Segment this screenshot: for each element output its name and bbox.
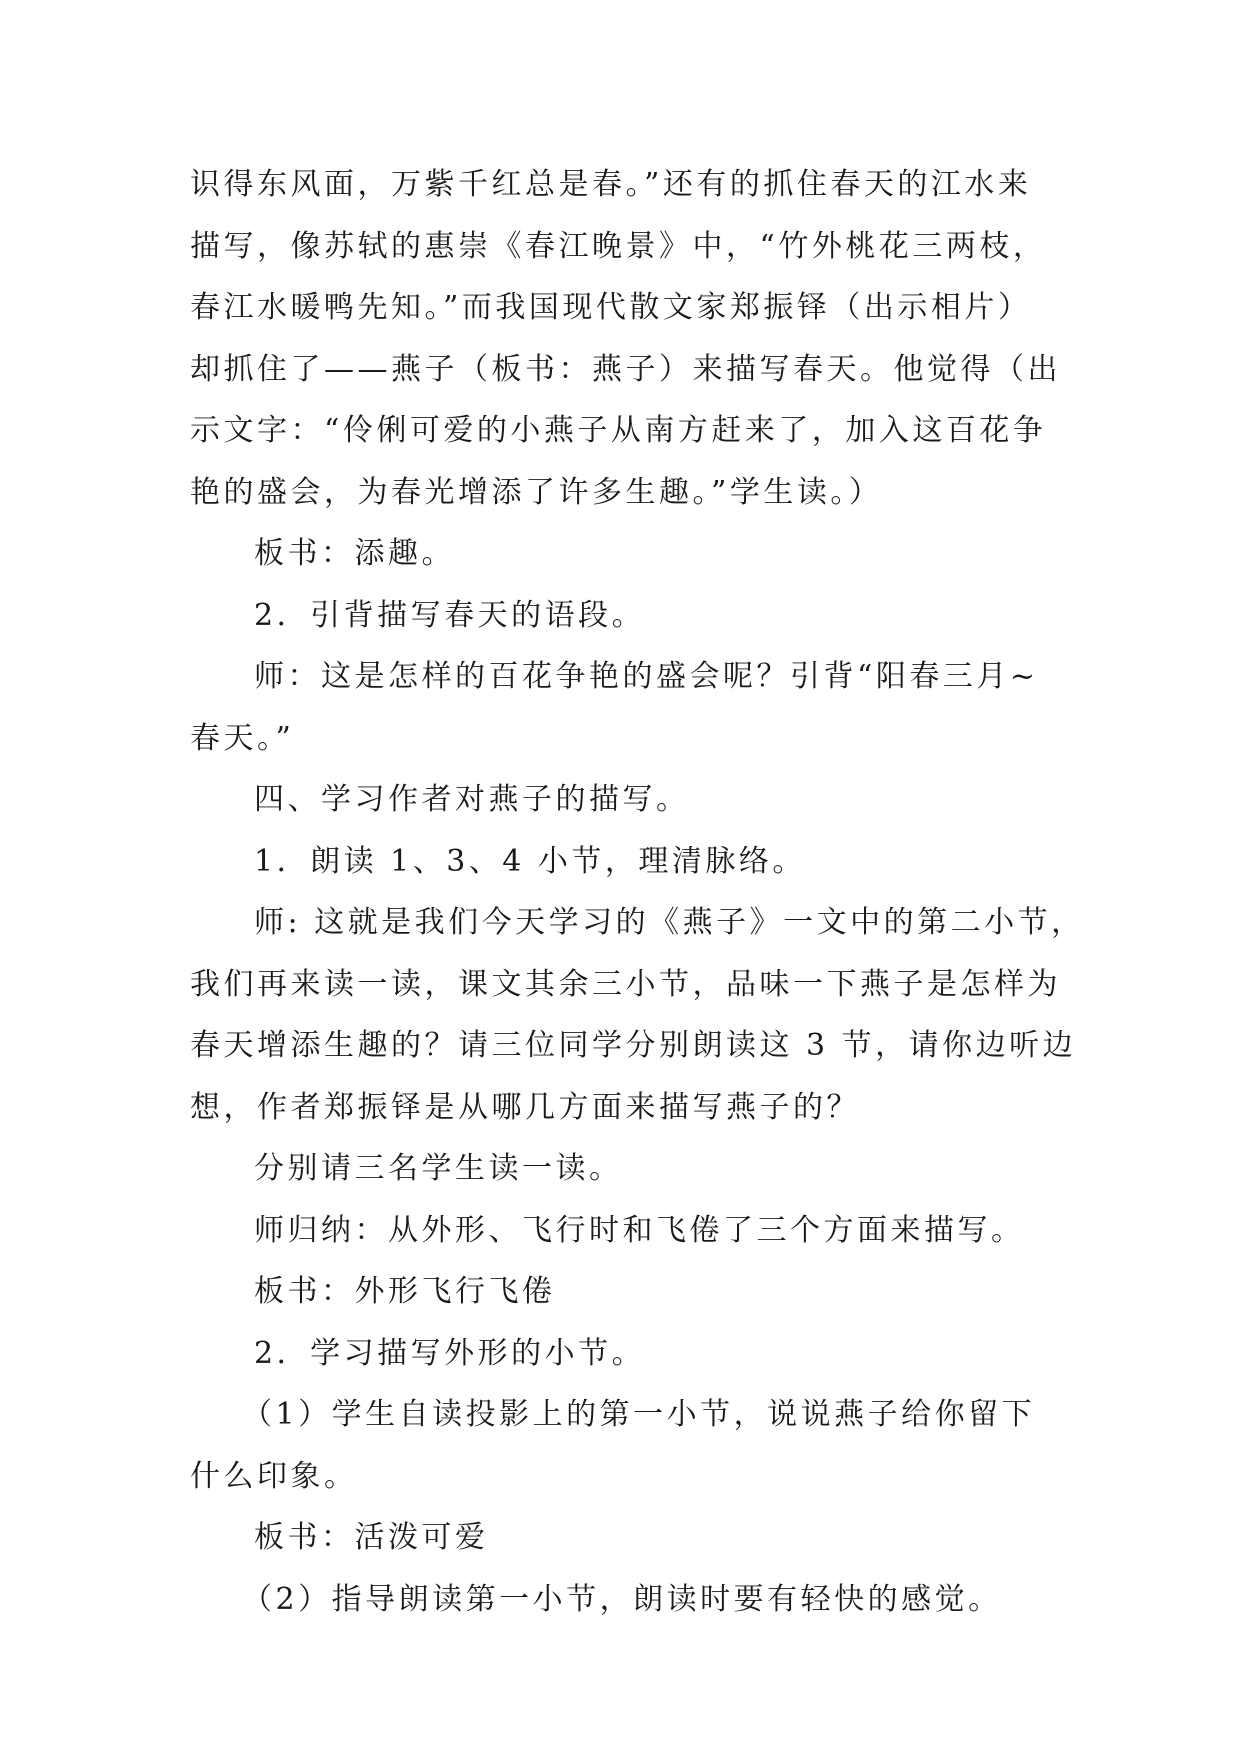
text-line: 春天增添生趣的？请三位同学分别朗读这 3 节，请你边听边 <box>190 1028 1077 1063</box>
text-line: 想，作者郑振铎是从哪几方面来描写燕子的？ <box>190 1089 860 1125</box>
text-line: （1）学生自读投影上的第一小节，说说燕子给你留下 <box>242 1397 1036 1432</box>
text-line: 1．朗读 1、3、4 小节，理清脉络。 <box>254 843 806 879</box>
text-line: 春天。” <box>190 720 295 756</box>
text-line: （2）指导朗读第一小节，朗读时要有轻快的感觉。 <box>242 1581 1002 1617</box>
text-line: 春江水暖鸭先知。”而我国现代散文家郑振铎（出示相片） <box>190 290 1032 325</box>
text-line: 师归纳：从外形、飞行时和飞倦了三个方面来描写。 <box>254 1212 1025 1248</box>
text-line: 2．学习描写外形的小节。 <box>254 1335 646 1371</box>
text-line: 识得东风面，万紫千红总是春。”还有的抓住春天的江水来 <box>190 167 1032 202</box>
text-line: 示文字：“伶俐可爱的小燕子从南方赶来了，加入这百花争 <box>190 413 1047 448</box>
text-line: 师：这是怎样的百花争艳的盛会呢？引背“阳春三月~ <box>254 659 1039 694</box>
text-line: 艳的盛会，为春光增添了许多生趣。”学生读。） <box>190 474 883 510</box>
body-text <box>190 154 1085 1630</box>
section-heading: 四、学习作者对燕子的描写。 <box>254 782 690 817</box>
text-line: 什么印象。 <box>190 1458 358 1494</box>
text-line: 2．引背描写春天的语段。 <box>254 597 646 633</box>
text-line: 分别请三名学生读一读。 <box>254 1151 623 1186</box>
text-line: 师: 这就是我们今天学习的《燕子》一文中的第二小节， <box>254 905 1085 940</box>
text-line: 却抓住了——燕子（板书：燕子）来描写春天。他觉得（出 <box>190 351 1061 387</box>
text-line: 描写，像苏轼的惠崇《春江晚景》中，“竹外桃花三两枝， <box>190 228 1047 264</box>
text-line: 板书：添趣。 <box>254 536 455 571</box>
text-line: 板书：活泼可爱 <box>254 1520 489 1555</box>
text-line: 我们再来读一读，课文其余三小节，品味一下燕子是怎样为 <box>190 966 1061 1002</box>
text-line: 板书：外形飞行飞倦 <box>254 1274 556 1309</box>
